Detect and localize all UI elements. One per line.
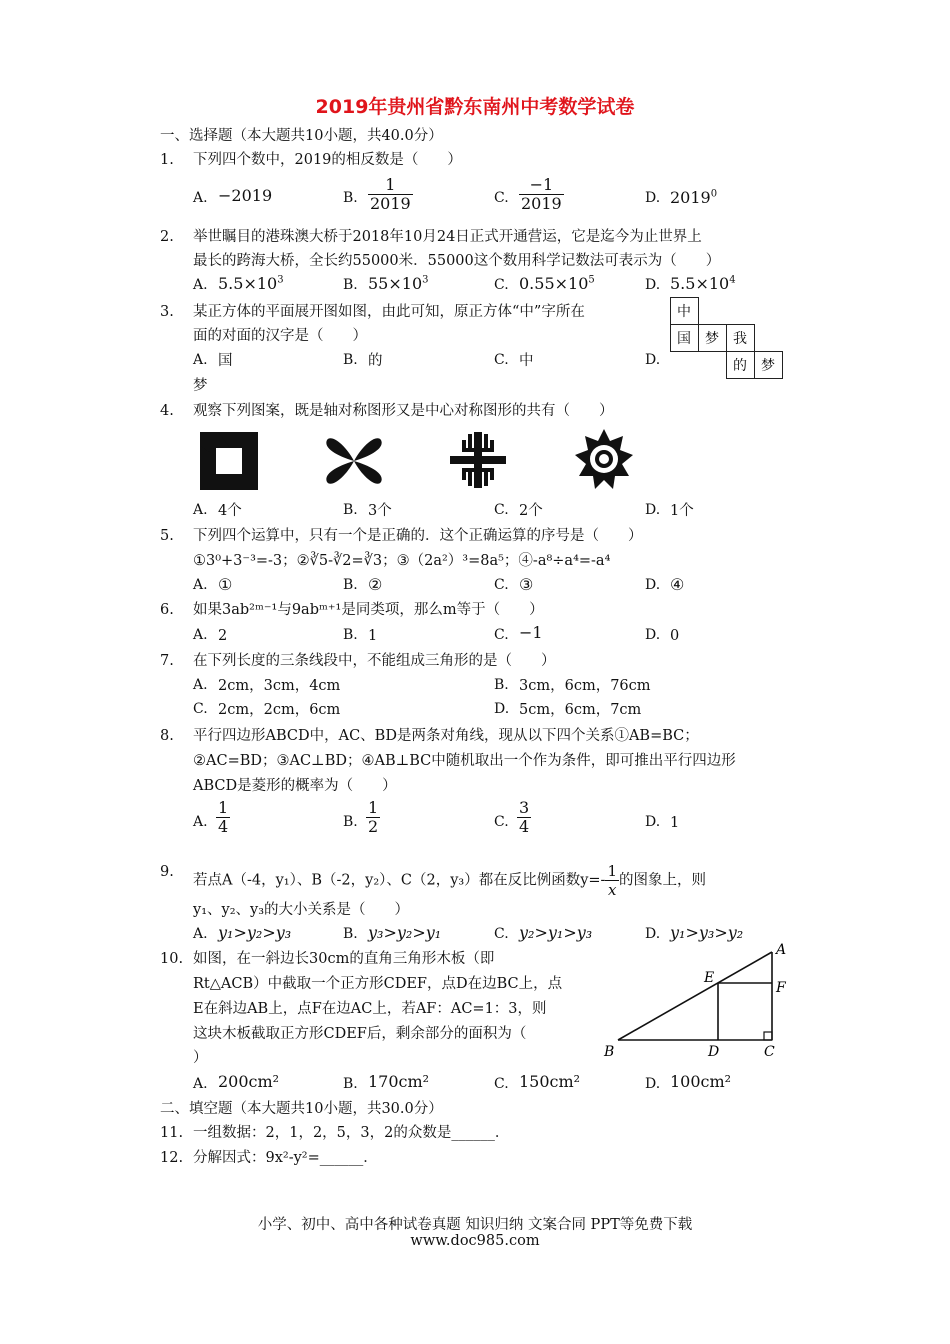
q1-c-numerator: −1 — [519, 176, 564, 195]
q5-stem-line2: ①3⁰+3⁻³=-3；②∛5-∛2=∛3；③（2a²）³=8a⁵；④-a⁸÷a⁴=-a⁴ — [193, 553, 611, 569]
q8-b-denominator: 2 — [368, 817, 379, 836]
q1-number: 1. — [160, 152, 174, 168]
q10-stem-line5: ） — [193, 1050, 208, 1066]
page-title: 2019年贵州省黔东南州中考数学试卷 — [315, 96, 635, 118]
q9-option-a: y₁>y₂>y₃ — [218, 923, 292, 942]
label-e: E — [704, 970, 715, 986]
q1-option-a: −2019 — [218, 186, 273, 205]
net-cell: 国 — [670, 324, 699, 352]
q5-number: 5. — [160, 528, 174, 544]
q9-option-d-label: D. — [645, 926, 661, 942]
q8-c-denominator: 4 — [519, 817, 530, 836]
q2-d-base: 5.5×10 — [670, 274, 730, 293]
pattern-butterfly-icon — [323, 430, 385, 492]
q10-number: 10. — [160, 951, 184, 967]
q3-stem-line1: 某正方体的平面展开图如图，由此可知，原正方体“中”字所在 — [193, 304, 585, 320]
q4-number: 4. — [160, 403, 174, 419]
q9-option-b: y₃>y₂>y₁ — [368, 923, 442, 942]
q9-stem-post: 的图象上，则 — [619, 872, 706, 889]
q8-option-d: 1 — [670, 815, 680, 831]
q4-option-b-label: B. — [343, 502, 358, 518]
footer-ad-text: 小学、初中、高中各种试卷真题 知识归纳 文案合同 PPT等免费下载 — [257, 1217, 693, 1233]
q8-number: 8. — [160, 728, 174, 744]
q7-stem: 在下列长度的三条线段中，不能组成三角形的是（ ） — [193, 653, 556, 669]
q7-number: 7. — [160, 653, 174, 669]
q12-number: 12. — [160, 1150, 184, 1166]
q3-stem-line2: 面的对面的汉字是（ ） — [193, 328, 367, 344]
q1-b-numerator: 1 — [368, 176, 413, 195]
q7-option-b-label: B. — [494, 677, 509, 693]
q5-option-d: ④ — [670, 575, 685, 594]
q3-number: 3. — [160, 304, 174, 320]
q6-option-a: 2 — [218, 628, 228, 644]
q10-option-c: 150cm² — [519, 1072, 581, 1091]
q3-option-c-label: C. — [494, 352, 509, 368]
q6-option-a-label: A. — [193, 627, 208, 643]
q9-stem-line2: y₁、y₂、y₃的大小关系是（ ） — [193, 902, 410, 918]
q7-option-d-label: D. — [494, 701, 510, 717]
q10-option-a-label: A. — [193, 1076, 208, 1092]
q2-option-a — [218, 274, 284, 293]
q7-option-b: 3cm，6cm，76cm — [519, 678, 651, 694]
q8-a-numerator: 1 — [218, 798, 229, 817]
q10-option-a: 200cm² — [218, 1072, 280, 1091]
q2-option-a-label: A. — [193, 277, 208, 293]
q8-stem-line1: 平行四边形ABCD中，AC、BD是两条对角线，现从以下四个关系①AB=BC； — [193, 728, 699, 744]
q1-stem: 下列四个数中，2019的相反数是（ ） — [193, 152, 462, 168]
net-cell: 中 — [670, 297, 699, 325]
q4-option-c-label: C. — [494, 502, 509, 518]
q4-option-d-label: D. — [645, 502, 661, 518]
q3-option-d-label: D. — [645, 352, 661, 368]
q1-option-d-label: D. — [645, 190, 661, 206]
q7-option-d: 5cm，6cm，7cm — [519, 702, 642, 718]
q8-option-c-label: C. — [494, 814, 509, 830]
label-d: D — [708, 1044, 720, 1060]
q2-c-exp: 5 — [588, 274, 595, 286]
q7-option-c-label: C. — [193, 701, 208, 717]
q1-d-exp: 0 — [710, 188, 718, 200]
q1-option-d — [670, 188, 717, 207]
q7-option-a-label: A. — [193, 677, 208, 693]
q1-option-a-label: A. — [193, 190, 208, 206]
net-cell: 我 — [726, 324, 755, 352]
q8-option-c — [517, 799, 531, 836]
q6-number: 6. — [160, 602, 174, 618]
net-cell: 梦 — [754, 351, 783, 379]
pattern-cross-icon — [448, 430, 508, 490]
q8-stem-line3: ABCD是菱形的概率为（ ） — [193, 778, 397, 794]
net-cell: 的 — [726, 351, 755, 379]
q6-option-b: 1 — [368, 628, 378, 644]
q10-option-b: 170cm² — [368, 1072, 430, 1091]
q2-a-exp: 3 — [277, 274, 284, 286]
q2-c-base: 0.55×10 — [519, 274, 589, 293]
q2-option-b — [368, 274, 429, 293]
q4-option-a: 4个 — [218, 503, 242, 519]
q2-b-base: 55×10 — [368, 274, 423, 293]
q3-option-b: 的 — [368, 353, 383, 369]
q9-stem-pre: 若点A（-4，y₁）、B（-2，y₂）、C（2，y₃）都在反比例函数y=- — [193, 872, 606, 889]
q2-a-base: 5.5×10 — [218, 274, 278, 293]
q2-b-exp: 3 — [422, 274, 429, 286]
q4-option-a-label: A. — [193, 502, 208, 518]
cube-net-figure — [670, 297, 782, 378]
q9-option-c: y₂>y₁>y₃ — [519, 923, 593, 942]
q3-option-a: 国 — [218, 353, 233, 369]
q2-option-b-label: B. — [343, 277, 358, 293]
q2-stem-line1: 举世瞩目的港珠澳大桥于2018年10月24日正式开通营运，它是迄今为止世界上 — [193, 229, 702, 245]
q9-fraction-numerator: 1 — [607, 862, 617, 880]
q1-option-c-label: C. — [494, 190, 509, 206]
q6-option-d: 0 — [670, 628, 680, 644]
net-cell: 梦 — [698, 324, 727, 352]
label-c: C — [764, 1044, 775, 1060]
q4-option-d: 1个 — [670, 503, 694, 519]
q10-stem-line3: E在斜边AB上，点F在边AC上，若AF：AC=1：3，则 — [193, 1001, 547, 1017]
label-b: B — [604, 1044, 615, 1060]
q8-a-denominator: 4 — [218, 817, 229, 836]
q8-option-b-label: B. — [343, 814, 358, 830]
q2-d-exp: 4 — [729, 274, 736, 286]
q1-d-base: 2019 — [670, 188, 711, 207]
q2-option-c — [519, 274, 595, 293]
q1-option-c — [519, 176, 564, 213]
label-f: F — [776, 980, 786, 996]
q9-number: 9. — [160, 864, 174, 880]
q6-option-c-label: C. — [494, 627, 509, 643]
q5-option-d-label: D. — [645, 577, 661, 593]
q10-option-d: 100cm² — [670, 1072, 732, 1091]
q8-option-b — [366, 799, 380, 836]
q7-option-c: 2cm，2cm，6cm — [218, 702, 341, 718]
q2-option-d — [670, 274, 736, 293]
q6-stem: 如果3ab²ᵐ⁻¹与9abᵐ⁺¹是同类项，那么m等于（ ） — [193, 602, 544, 618]
q6-option-b-label: B. — [343, 627, 358, 643]
q1-b-denominator: 2019 — [370, 194, 411, 213]
section-heading-choice: 一、选择题（本大题共10小题，共40.0分） — [160, 128, 443, 144]
q3-option-a-label: A. — [193, 352, 208, 368]
pattern-square-pinwheel-icon — [200, 432, 258, 490]
q9-option-a-label: A. — [193, 926, 208, 942]
q2-number: 2. — [160, 229, 174, 245]
q5-stem-line1: 下列四个运算中，只有一个是正确的．这个正确运算的序号是（ ） — [193, 528, 643, 544]
q5-option-b: ② — [368, 575, 383, 594]
q12-stem: 分解因式：9x²-y²=______． — [193, 1150, 378, 1166]
q1-c-denominator: 2019 — [521, 194, 562, 213]
q10-stem-line2: Rt△ACB）中截取一个正方形CDEF，点D在边BC上，点 — [193, 976, 563, 992]
q3-option-b-label: B. — [343, 352, 358, 368]
q10-stem-line1: 如图，在一斜边长30cm的直角三角形木板（即 — [193, 951, 495, 967]
q10-option-b-label: B. — [343, 1076, 358, 1092]
q4-option-c: 2个 — [519, 503, 543, 519]
q5-option-a: ① — [218, 575, 233, 594]
q6-option-d-label: D. — [645, 627, 661, 643]
q7-option-a: 2cm，3cm，4cm — [218, 678, 341, 694]
q9-option-b-label: B. — [343, 926, 358, 942]
q8-b-numerator: 1 — [368, 798, 379, 817]
q5-option-a-label: A. — [193, 577, 208, 593]
q2-option-d-label: D. — [645, 277, 661, 293]
footer-site-link[interactable]: www.doc985.com — [410, 1233, 540, 1249]
q4-option-b: 3个 — [368, 503, 392, 519]
section-heading-fill: 二、填空题（本大题共10小题，共30.0分） — [160, 1101, 443, 1117]
q1-option-b — [368, 176, 413, 213]
q11-number: 11. — [160, 1125, 184, 1141]
q4-stem: 观察下列图案，既是轴对称图形又是中心对称图形的共有（ ） — [193, 403, 614, 419]
q10-option-c-label: C. — [494, 1076, 509, 1092]
pattern-star-flower-icon — [573, 428, 635, 490]
q8-option-a-label: A. — [193, 814, 208, 830]
q6-option-c: −1 — [519, 623, 543, 642]
q5-option-b-label: B. — [343, 577, 358, 593]
q2-option-c-label: C. — [494, 277, 509, 293]
q10-triangle-figure — [600, 940, 800, 1065]
q5-option-c: ③ — [519, 575, 534, 594]
q9-option-d: y₁>y₃>y₂ — [670, 923, 744, 942]
q3-option-c: 中 — [519, 353, 534, 369]
q10-stem-line4: 这块木板截取正方形CDEF后，剩余部分的面积为（ — [193, 1026, 527, 1042]
q9-stem-line1 — [193, 862, 706, 899]
q8-option-d-label: D. — [645, 814, 661, 830]
label-a: A — [776, 942, 787, 958]
q8-option-a — [216, 799, 230, 836]
q1-option-b-label: B. — [343, 190, 358, 206]
q10-option-d-label: D. — [645, 1076, 661, 1092]
q2-stem-line2: 最长的跨海大桥，全长约55000米．55000这个数用科学记数法可表示为（ ） — [193, 253, 721, 269]
q8-stem-line2: ②AC=BD；③AC⊥BD；④AB⊥BC中随机取出一个作为条件，即可推出平行四边形 — [193, 753, 736, 769]
q8-c-numerator: 3 — [519, 798, 530, 817]
q9-fraction-denominator: x — [607, 881, 617, 899]
q3-option-d: 梦 — [193, 378, 208, 394]
q5-option-c-label: C. — [494, 577, 509, 593]
q11-stem: 一组数据：2，1，2，5，3，2的众数是______． — [193, 1125, 510, 1141]
q9-option-c-label: C. — [494, 926, 509, 942]
